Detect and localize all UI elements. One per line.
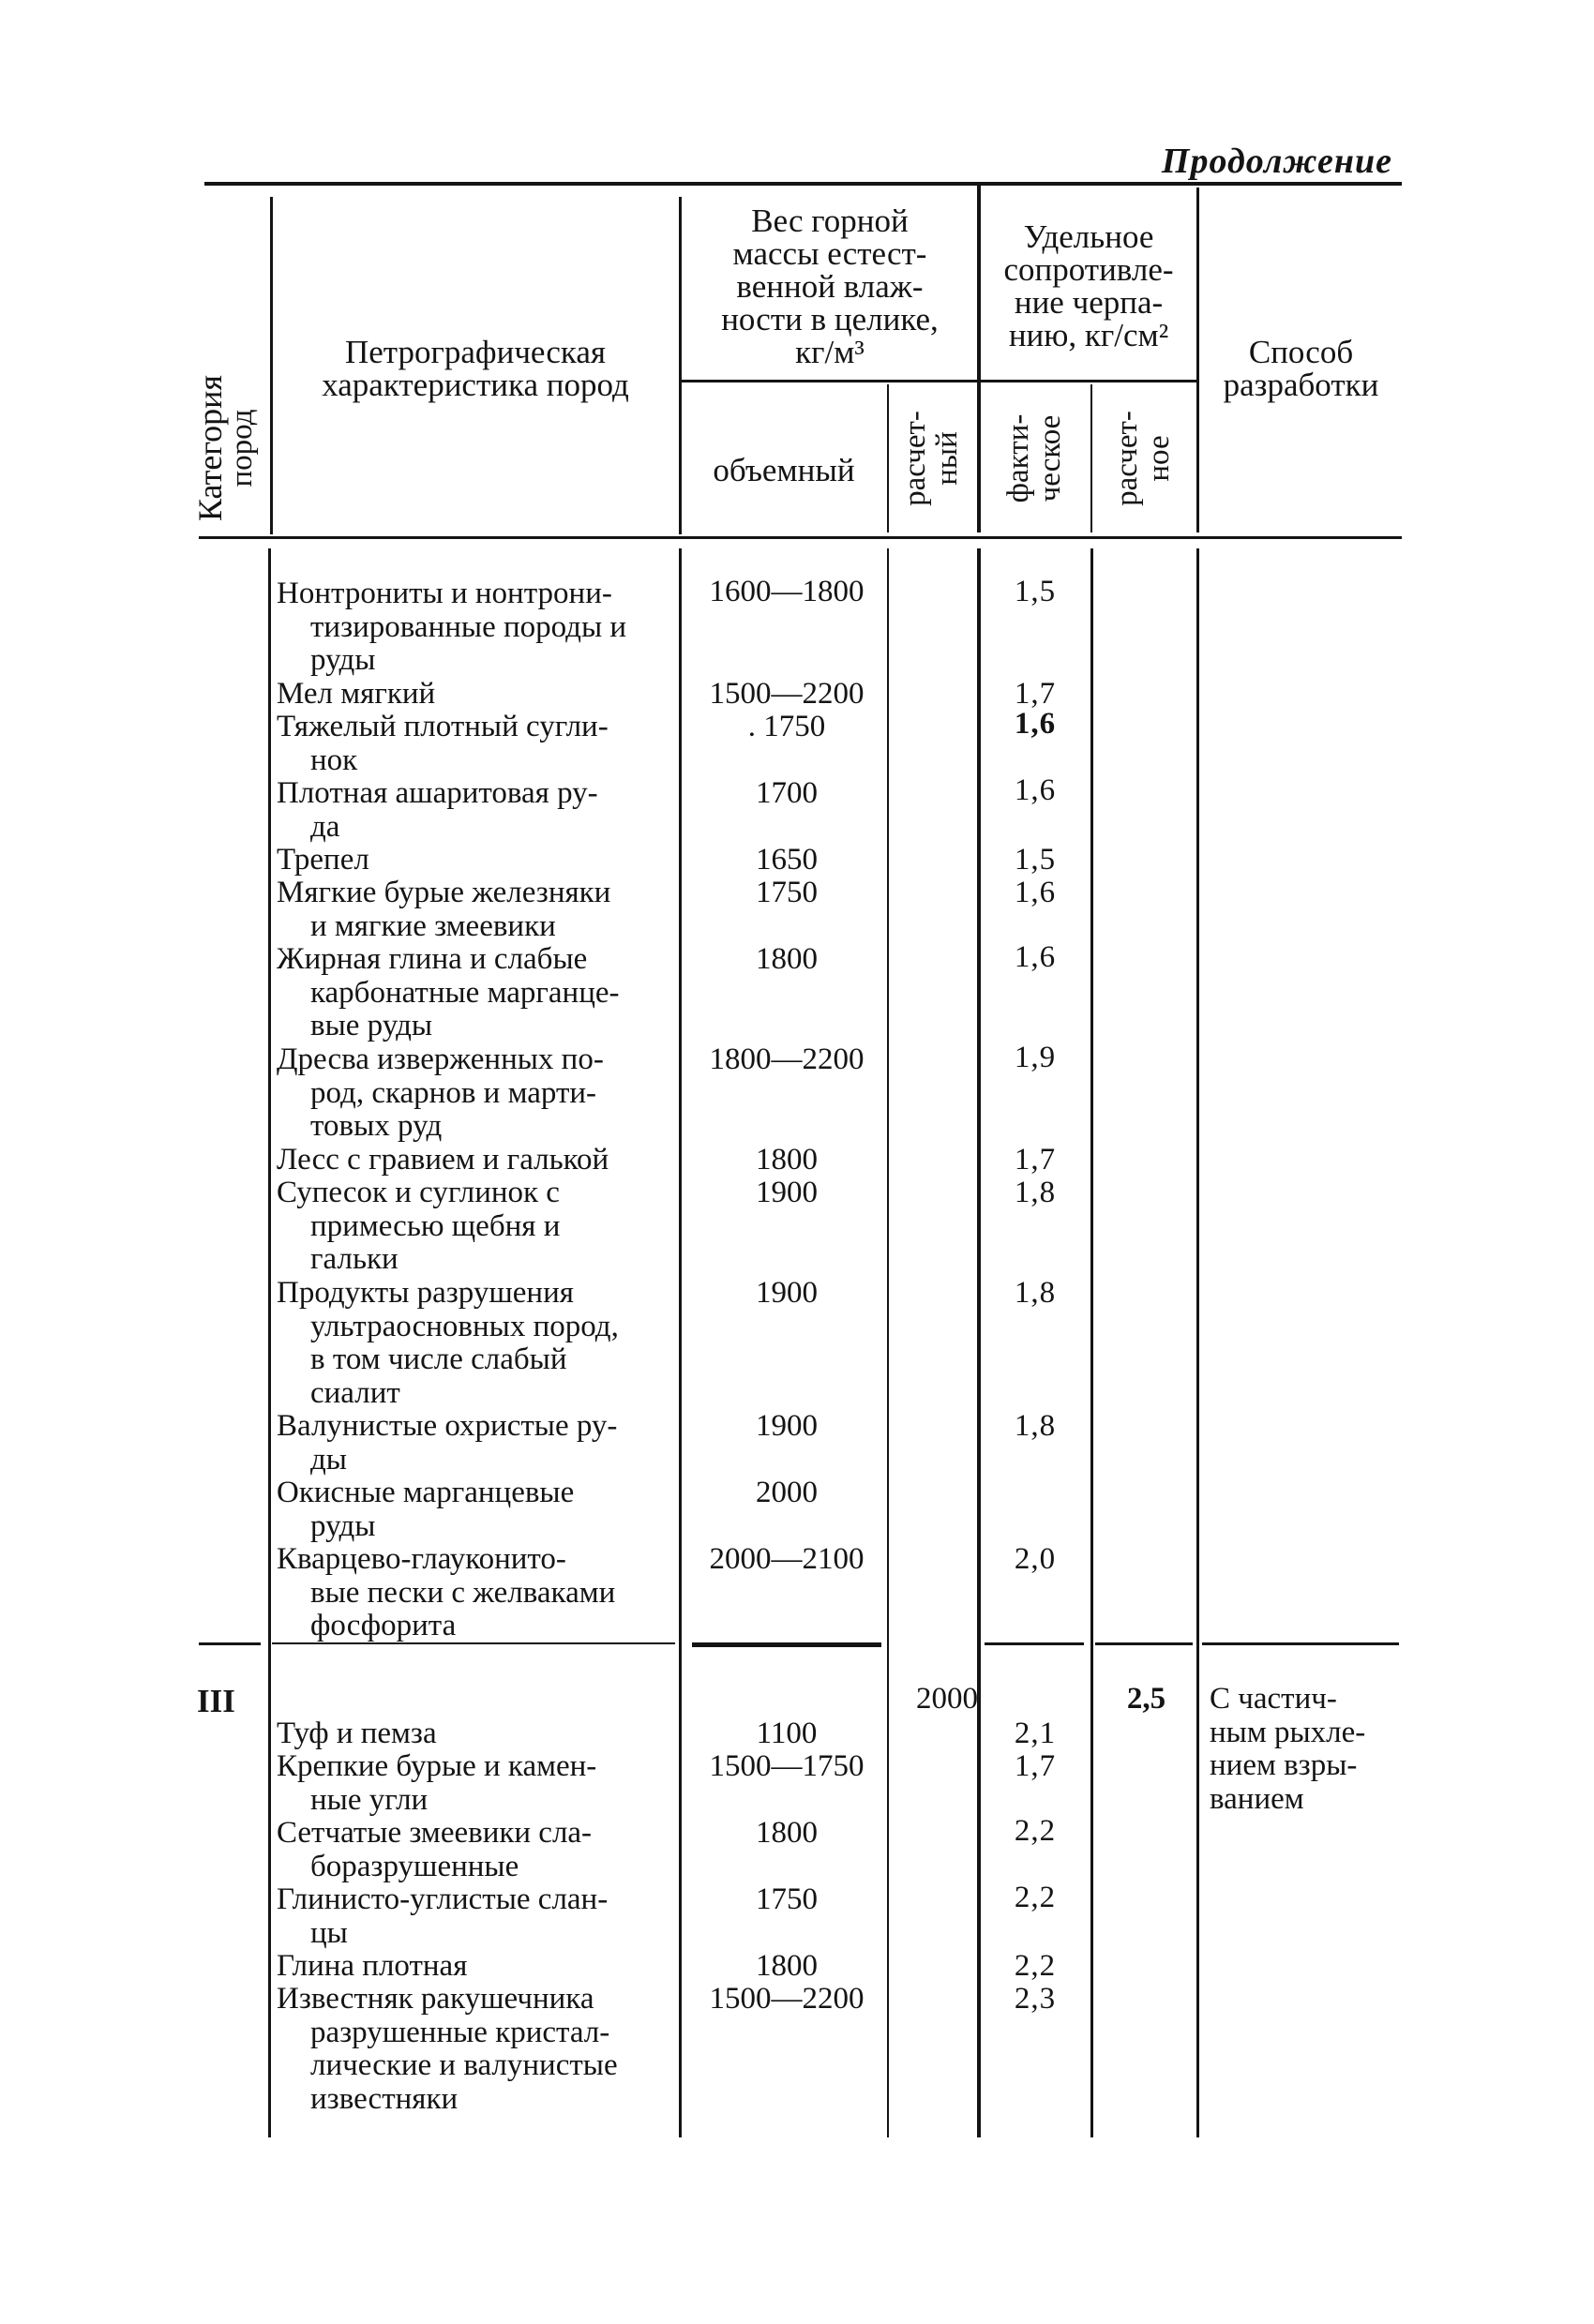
header-weight-line: массы естест- [732,235,927,272]
resistance-actual-value: 1,7 [1014,1143,1057,1177]
weight-value: 1700 [756,776,818,810]
rock-name [277,1950,678,1984]
rock-line: Мел мягкий [277,677,436,711]
header-method-line2: разработки [1223,367,1379,403]
resistance-actual-value: 2,2 [1014,1881,1057,1914]
rock-name [277,777,678,844]
resistance-actual-value: 1,8 [1014,1409,1057,1443]
method-text [1210,1683,1397,1816]
header-weight-calc-line2: ный [930,431,964,486]
rock-name [277,678,678,712]
header-divider [270,197,273,534]
section-separator [1202,1642,1399,1645]
resistance-actual-value: 1,9 [1014,1041,1057,1074]
header-resistance-calc-line1: расчет- [1110,411,1144,506]
header-divider [1090,384,1092,532]
header-weight-line: Вес горной [751,202,909,239]
weight-value: 1100 [756,1717,818,1750]
rock-line: разрушенные кристал- [310,2015,610,2049]
weight-value: 1750 [756,1882,818,1916]
rock-name [277,1277,678,1410]
resistance-actual-value: 1,6 [1014,707,1057,741]
rock-line: Лесс с гравием и галькой [277,1143,609,1177]
rock-line: Окисные марганцевые [277,1476,575,1509]
header-resistance-calc [1111,393,1177,524]
rock-line: цы [310,1915,348,1950]
section-separator [985,1642,1084,1645]
header-category-line1: Категория [191,375,229,521]
rock-line: Крепкие бурые и камен- [277,1749,597,1783]
weight-value: 1800—2200 [709,1042,865,1076]
weight-value: 1800 [756,942,818,976]
header-subrule [682,380,978,382]
rock-line: Валунистые охристые ру- [277,1409,618,1443]
rock-name [277,1410,678,1477]
weight-value: 1500—1750 [709,1749,865,1783]
rock-line: руды [310,1508,376,1543]
resistance-actual-value: 1,5 [1014,575,1057,608]
header-resistance-actual [1002,393,1068,524]
calc-weight-value: 2000 [916,1682,978,1716]
rock-line: ды [310,1442,347,1477]
section-separator [692,1642,881,1647]
body-divider [1090,548,1093,2137]
weight-value: 1500—2200 [709,1982,865,2016]
body-divider [1196,548,1199,2137]
rock-name [277,1177,678,1277]
weight-value: 1800 [756,1949,818,1983]
rock-line: вые руды [310,1009,433,1042]
resistance-actual-value: 2,2 [1014,1814,1057,1848]
weight-value: 1800 [756,1143,818,1177]
rock-line: Туф и пемза [277,1717,437,1750]
method-line: С частич- [1210,1682,1337,1716]
resistance-actual-value: 1,8 [1014,1276,1057,1310]
resistance-actual-value: 2,2 [1014,1949,1057,1983]
rock-line: тизированные породы и [310,609,627,644]
rock-line: род, скарнов и марти- [310,1075,597,1110]
rock-name [277,711,678,777]
rock-line: Трепел [277,843,369,877]
header-weight-line: ности в целике, [721,301,939,337]
resistance-actual-value: 1,7 [1014,677,1057,711]
top-rule [204,182,1402,186]
weight-value: 2000 [756,1476,818,1509]
rock-line: карбонатные марганце- [310,975,620,1010]
rock-line: примесью щебня и [310,1208,561,1243]
resistance-actual-value: 1,8 [1014,1176,1057,1209]
rock-name [277,1750,678,1817]
weight-value: 1650 [756,843,818,877]
rock-line: лические и валунистые [310,2048,618,2082]
rock-line: ные угли [310,1782,429,1817]
header-divider [887,384,889,532]
rock-line: Плотная ашаритовая ру- [277,776,598,810]
rock-line: Известняк ракушечника [277,1982,594,2016]
rock-line: нок [310,742,358,777]
header-category-line2: пород [225,409,259,487]
header-resistance-actual-line2: ческое [1033,414,1067,502]
method-line: нием взры- [1210,1748,1358,1782]
weight-value: . 1750 [747,710,826,743]
resistance-actual-value: 1,6 [1014,940,1057,974]
section-separator [1095,1642,1193,1645]
body-divider [977,548,981,2137]
rock-line: руды [310,643,376,677]
resistance-actual-value: 1,5 [1014,843,1057,877]
resistance-actual-value: 2,0 [1014,1542,1057,1576]
header-category [191,359,269,537]
resistance-actual-value: 1,6 [1014,773,1057,807]
rock-line: Жирная глина и слабые [277,942,588,976]
rock-name [277,577,678,678]
header-weight-line: венной влаж- [736,268,924,305]
header-weight-calc [899,393,965,524]
body-divider [679,548,682,2137]
method-line: ным рыхле- [1210,1715,1366,1749]
rock-line: боразрушенные [310,1849,519,1883]
method-line: ванием [1210,1781,1304,1816]
rock-line: товых руд [310,1109,443,1143]
header-weight-line: кг/м³ [795,334,865,370]
weight-value: 1750 [756,876,818,909]
header-resistance-line: нию, кг/см² [1008,317,1169,353]
header-method [1200,336,1402,401]
resistance-actual-value: 2,1 [1014,1717,1057,1750]
rock-line: сиалит [310,1375,400,1410]
rock-line: Продукты разрушения [277,1276,574,1310]
rock-line: да [310,809,340,844]
header-weight-calc-line1: расчет- [898,411,932,506]
rock-line: вые пески с желваками [310,1575,616,1610]
rock-line: в том числе слабый [310,1342,567,1376]
rock-line: Сетчатые змеевики сла- [277,1816,593,1850]
rock-name [277,1043,678,1144]
weight-value: 1600—1800 [709,575,865,608]
rock-name [277,943,678,1043]
header-resistance-line: Удельное [1023,218,1154,255]
continuation-label: Продолжение [1161,142,1392,181]
category-label: III [197,1683,235,1719]
rock-name [277,844,678,877]
header-weight-group [682,204,978,368]
header-resistance-line: ние черпа- [1014,284,1164,321]
header-divider [1196,187,1199,532]
resistance-actual-value: 2,3 [1014,1982,1057,2016]
rock-line: гальки [310,1242,398,1276]
rock-line: Глинисто-углистые слан- [277,1882,609,1916]
weight-value: 1900 [756,1276,818,1310]
rock-line: Тяжелый плотный сугли- [277,710,609,743]
weight-value: 1500—2200 [709,677,865,711]
rock-line: Супесок и суглинок с [277,1176,560,1209]
header-weight-volume: объемный [713,452,855,488]
header-petro [274,336,677,401]
rock-name [277,1817,678,1883]
section-separator [199,1642,261,1645]
rock-name [277,1717,678,1751]
rock-line: фосфорита [310,1609,457,1642]
rock-line: Дресва изверженных по- [277,1042,604,1076]
weight-value: 2000—2100 [709,1542,865,1576]
rock-line: Мягкие бурые железняки [277,876,611,909]
header-resistance-calc-line2: ное [1142,435,1176,482]
header-resistance-line: сопротивле- [1003,251,1174,288]
rock-name [277,1883,678,1950]
header-bottom-rule [199,536,1402,539]
rock-name [277,1144,678,1177]
weight-value: 1800 [756,1816,818,1850]
rock-line: Кварцево-глауконито- [277,1542,566,1576]
resistance-actual-value: 1,7 [1014,1749,1057,1783]
rock-line: и мягкие змеевики [310,908,556,943]
header-petro-line1: Петрографическая [345,334,606,370]
rock-name [277,1477,678,1543]
calc-resistance-value: 2,5 [1126,1682,1166,1716]
rock-line: известняки [310,2081,459,2116]
rock-name [277,877,678,943]
body-divider [268,548,271,2137]
rock-name [277,1983,678,2116]
weight-value: 1900 [756,1176,818,1209]
rock-line: Нонтрониты и нонтрони- [277,577,612,610]
resistance-actual-value: 1,6 [1014,876,1057,909]
rock-line: ультраосновных пород, [310,1309,619,1343]
rock-line: Глина плотная [277,1949,468,1983]
header-subrule [981,380,1196,382]
rock-name [277,1543,678,1643]
weight-value: 1900 [756,1409,818,1443]
header-resistance-group [981,220,1196,352]
header-resistance-actual-line1: факти- [1001,413,1035,503]
header-method-line1: Способ [1248,334,1354,370]
header-petro-line2: характеристика пород [322,367,629,403]
